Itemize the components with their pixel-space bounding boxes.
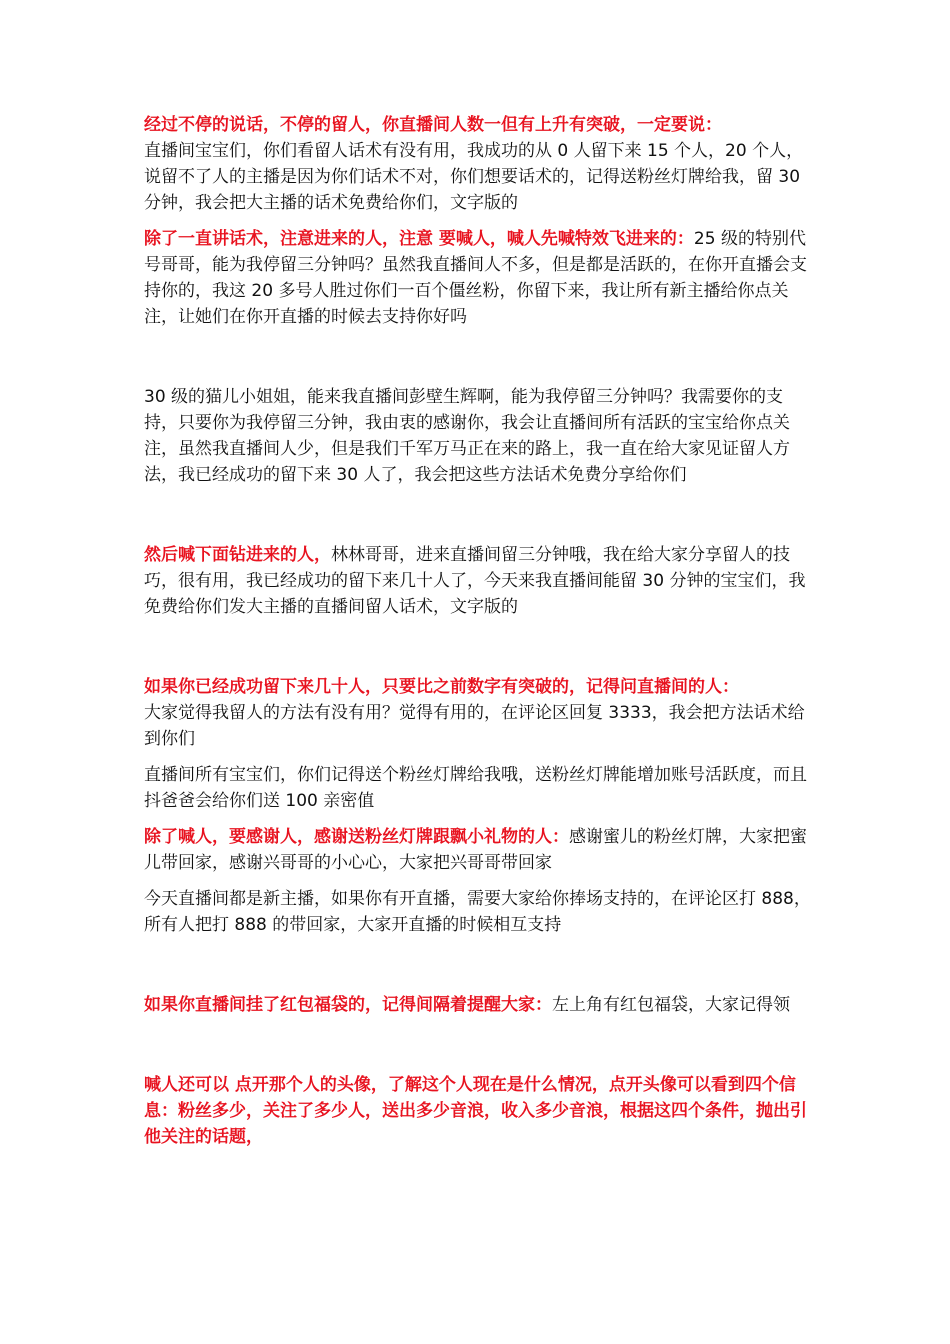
paragraph-8-text: 今天直播间都是新主播，如果你有开直播，需要大家给你捧场支持的，在评论区打 888，所有人把打 888 的带回家，大家开直播的时候相互支持 (144, 889, 811, 935)
paragraph-3-text: 30 级的猫儿小姐姐，能来我直播间彭壁生辉啊，能为我停留三分钟吗？我需要你的支持，只要你为我停留三分钟，我由衷的感谢你，我会让直播间所有活跃的宝宝给你点关注，虽然我直播间人少，但是我们千军万马正在来的路上，我一直在给大家见证留人方法，我已经成功的留下来 30 人了，我会把这些方法话术免费分享给你们 (144, 387, 790, 485)
paragraph-4 (144, 542, 814, 620)
paragraph-4-text: 林林哥哥，进来直播间留三分钟哦，我在给大家分享留人的技巧，很有用，我已经成功的留下来几十人了，今天来我直播间能留 30 分钟的宝宝们，我免费给你们发大主播的直播间留人话术，文字版的 (144, 545, 806, 617)
paragraph-9-text: 左上角有红包福袋，大家记得领 (552, 995, 790, 1015)
paragraph-5-heading: 如果你已经成功留下来几十人，只要比之前数字有突破的，记得问直播间的人： (144, 677, 739, 697)
paragraph-7-heading: 除了喊人，要感谢人，感谢送粉丝灯牌跟飘小礼物的人： (144, 827, 569, 847)
paragraph-6 (144, 762, 814, 814)
paragraph-7 (144, 824, 814, 876)
paragraph-1 (144, 112, 814, 216)
paragraph-1-text: 直播间宝宝们，你们看留人话术有没有用，我成功的从 0 人留下来 15 个人，20 个人，说留不了人的主播是因为你们话术不对，你们想要话术的，记得送粉丝灯牌给我，留 30 分钟，我会把大主播的话术免费给你们，文字版的 (144, 141, 804, 213)
paragraph-6-text: 直播间所有宝宝们，你们记得送个粉丝灯牌给我哦，送粉丝灯牌能增加账号活跃度，而且抖爸爸会给你们送 100 亲密值 (144, 765, 807, 811)
paragraph-5-text: 大家觉得我留人的方法有没有用？觉得有用的，在评论区回复 3333，我会把方法话术给到你们 (144, 703, 805, 749)
paragraph-2-text: 25 级的特别代号哥哥，能为我停留三分钟吗？虽然我直播间人不多，但是都是活跃的，在你开直播会支持你的，我这 20 多号人胜过你们一百个僵丝粉，你留下来，我让所有新主播给你点关注，让她们在你开直播的时候去支持你好吗 (144, 229, 807, 327)
paragraph-2-heading: 除了一直讲话术，注意进来的人，注意 要喊人，喊人先喊特效飞进来的： (144, 229, 694, 249)
paragraph-1-heading: 经过不停的说话，不停的留人，你直播间人数一但有上升有突破，一定要说： (144, 115, 722, 135)
paragraph-9 (144, 992, 814, 1018)
paragraph-3 (144, 384, 814, 488)
paragraph-8 (144, 886, 814, 938)
paragraph-5 (144, 674, 814, 752)
paragraph-7-text: 感谢蜜儿的粉丝灯牌，大家把蜜儿带回家，感谢兴哥哥的小心心，大家把兴哥哥带回家 (144, 827, 807, 873)
paragraph-10-heading: 喊人还可以 点开那个人的头像，了解这个人现在是什么情况，点开头像可以看到四个信息：粉丝多少，关注了多少人，送出多少音浪，收入多少音浪，根据这四个条件，抛出引他关注的话题， (144, 1075, 807, 1147)
document-body (144, 112, 814, 1150)
paragraph-2 (144, 226, 814, 330)
paragraph-10 (144, 1072, 814, 1150)
paragraph-9-heading: 如果你直播间挂了红包福袋的，记得间隔着提醒大家： (144, 995, 552, 1015)
paragraph-4-heading: 然后喊下面钻进来的人， (144, 545, 331, 565)
